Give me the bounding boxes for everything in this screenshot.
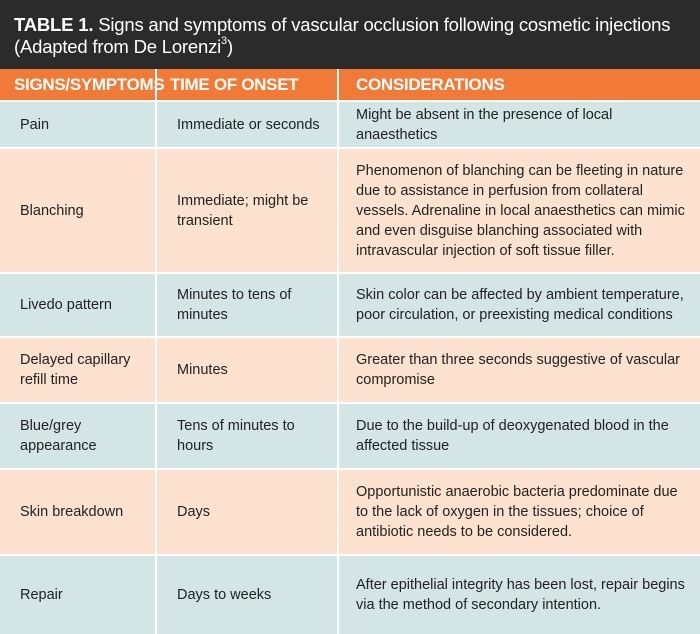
cell-onset: Immediate or seconds	[157, 102, 339, 149]
cell-onset: Tens of minutes to hours	[157, 404, 339, 470]
cell-consideration: After epithelial integrity has been lost, repair begins via the method of secondary intention.	[339, 556, 700, 634]
table-title-reference: 3	[221, 34, 227, 47]
table-row	[0, 102, 700, 149]
table-title	[0, 0, 700, 69]
cell-onset: Immediate; might be transient	[157, 149, 339, 274]
header-row	[0, 69, 700, 102]
column-header-signs: SIGNS/SYMPTOMS	[0, 69, 157, 102]
table-title-text: Signs and symptoms of vascular occlusion following cosmetic injections (Adapted from De Lorenzi	[14, 14, 671, 57]
table-title-close: )	[226, 36, 233, 57]
table-row	[0, 404, 700, 470]
cell-sign: Blanching	[0, 149, 157, 274]
table-row	[0, 556, 700, 634]
symptoms-grid	[0, 69, 700, 634]
table-row	[0, 274, 700, 338]
cell-sign: Blue/grey appearance	[0, 404, 157, 470]
column-header-considerations: CONSIDERATIONS	[339, 69, 700, 102]
cell-consideration: Might be absent in the presence of local anaesthetics	[339, 102, 700, 149]
column-header-onset: TIME OF ONSET	[157, 69, 339, 102]
cell-onset: Days	[157, 470, 339, 556]
cell-consideration: Greater than three seconds suggestive of vascular compromise	[339, 338, 700, 404]
cell-sign: Pain	[0, 102, 157, 149]
table-row	[0, 470, 700, 556]
table-title-label: TABLE 1.	[14, 14, 94, 35]
cell-consideration: Due to the build-up of deoxygenated blood in the affected tissue	[339, 404, 700, 470]
cell-consideration: Phenomenon of blanching can be fleeting in nature due to assistance in perfusion from collateral vessels. Adrenaline in local anaesthetics can mimic and even disguise blanching associated with intravascular injection of soft tissue filler.	[339, 149, 700, 274]
cell-consideration: Opportunistic anaerobic bacteria predominate due to the lack of oxygen in the tissues; choice of antibiotic needs to be considered.	[339, 470, 700, 556]
cell-onset: Days to weeks	[157, 556, 339, 634]
cell-sign: Delayed capillary refill time	[0, 338, 157, 404]
cell-onset: Minutes to tens of minutes	[157, 274, 339, 338]
table-row	[0, 149, 700, 274]
cell-sign: Skin breakdown	[0, 470, 157, 556]
table-row	[0, 338, 700, 404]
cell-sign: Repair	[0, 556, 157, 634]
cell-consideration: Skin color can be affected by ambient temperature, poor circulation, or preexisting medical conditions	[339, 274, 700, 338]
cell-sign: Livedo pattern	[0, 274, 157, 338]
cell-onset: Minutes	[157, 338, 339, 404]
